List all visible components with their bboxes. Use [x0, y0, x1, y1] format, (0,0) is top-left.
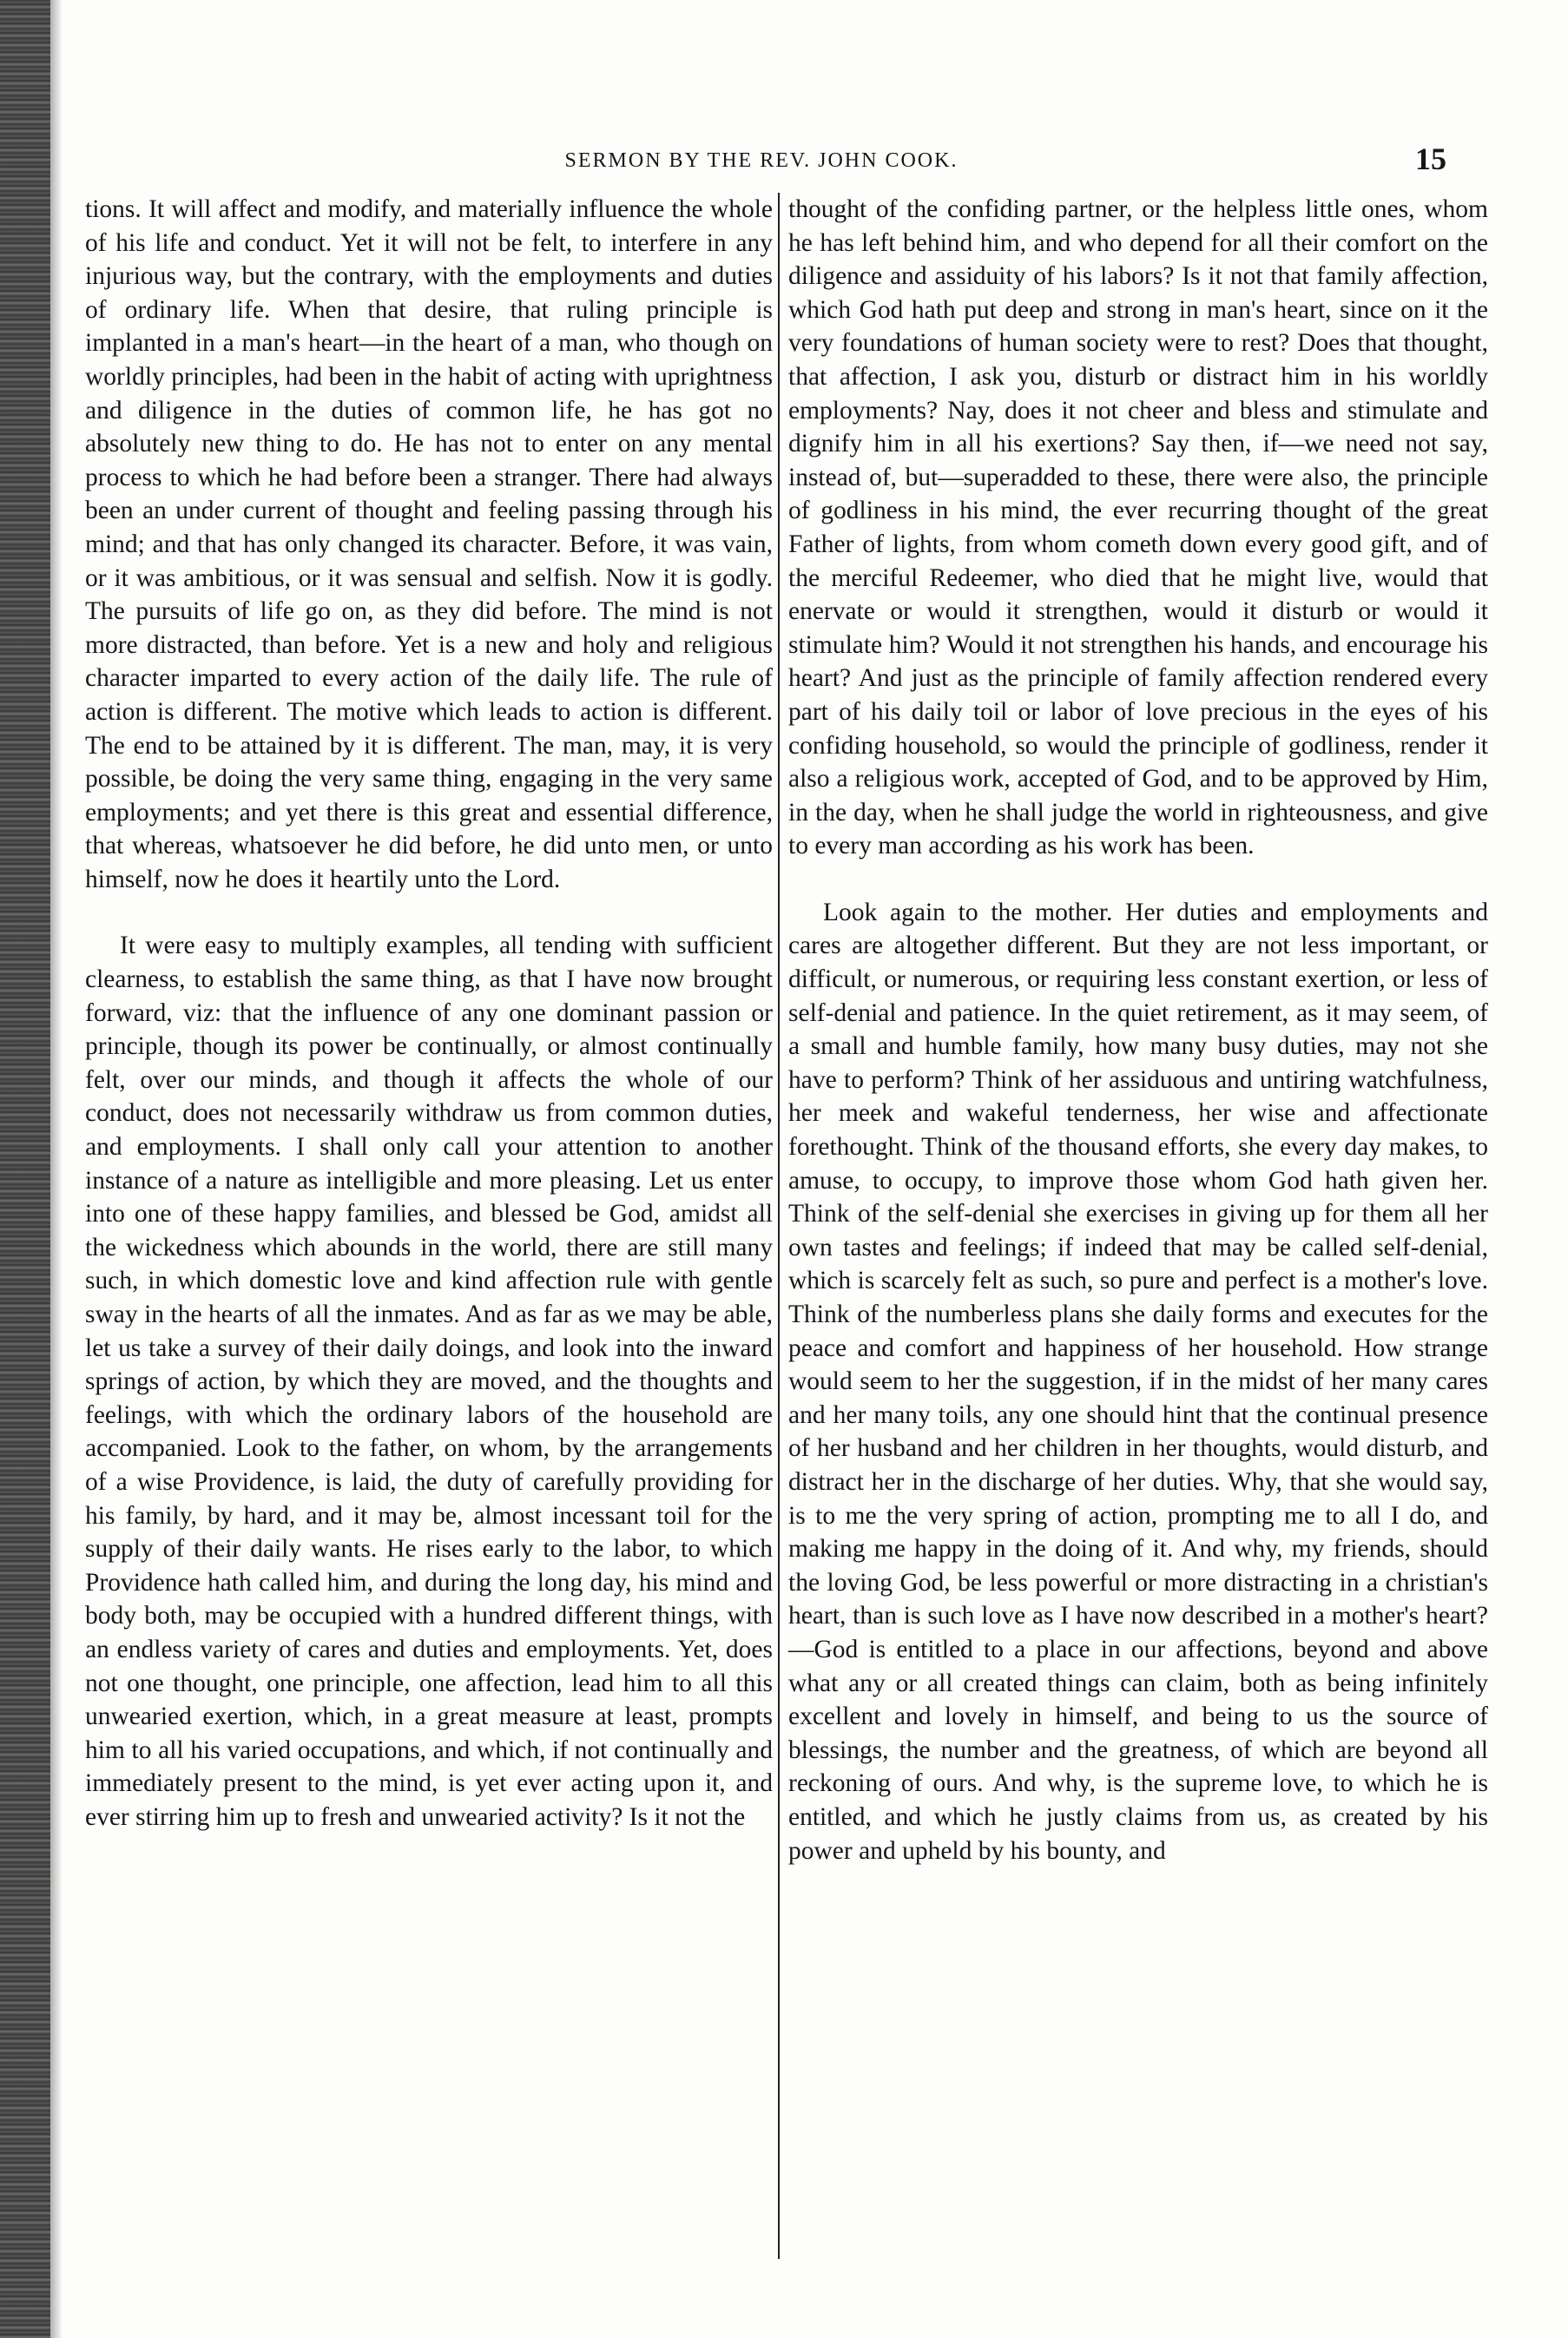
scanned-binding-edge	[0, 0, 50, 2338]
running-head: SERMON BY THE REV. JOHN COOK.	[564, 149, 959, 172]
left-column	[85, 193, 773, 1834]
paragraph: thought of the confiding partner, or the helpless little ones, whom he has left behind him, and who depend for all their comfort on the diligence and assiduity of his labors? Is it not that family affection, which God hath put deep and strong in man's heart, since on it the very foundations of human society were to rest? Does that thought, that affection, I ask you, disturb or distract him in his worldly employments? Nay, does it not cheer and bless and stimulate and dignify him in all his exertions? Say then, if—we need not say, instead of, but—superadded to these, there were also, the principle of godliness in his mind, the ever recurring thought of the great Father of lights, from whom cometh down every good gift, and of the merciful Redeemer, who died that he might live, would that enervate or would it strengthen, would it disturb or would it stimulate him? Would it not strengthen his hands, and encourage his heart? And just as the principle of family affection rendered every part of his daily toil or labor of love precious in the eyes of his confiding household, so would the principle of godliness, render it also a religious work, accepted of God, and to be approved by Him, in the day, when he shall judge the world in righteousness, and give to every man according as his work has been.	[788, 195, 1488, 860]
page-number: 15	[1415, 142, 1446, 176]
column-divider	[778, 193, 780, 2259]
right-column	[788, 193, 1488, 1867]
paragraph: tions. It will affect and modify, and materially influence the whole of his life and conduct. Yet it will not be felt, to interfere in any injurious way, but the contrary, with the employments and duties of ordinary life. When that desire, that ruling principle is implanted in a man's heart—in the heart of a man, who though on worldly principles, had been in the habit of acting with uprightness and diligence in the duties of common life, he has got no absolutely new thing to do. He has not to enter on any mental process to which he had before been a stranger. There had always been an under current of thought and feeling passing through his mind; and that has only changed its character. Before, it was vain, or it was ambitious, or it was sensual and selfish. Now it is godly. The pursuits of life go on, as they did before. The mind is not more distracted, than before. Yet is a new and holy and religious character imparted to every action of the daily life. The rule of action is different. The motive which leads to action is different. The end to be attained by it is different. The man, may, it is very possible, be doing the very same thing, engaging in the very same employments; and yet there is this great and essential difference, that whereas, whatsoever he did before, he did unto men, or unto himself, now he does it heartily unto the Lord.	[85, 195, 773, 893]
paragraph: It were easy to multiply examples, all tending with sufficient clearness, to establish the same thing, as that I have now brought forward, viz: that the influence of any one dominant passion or principle, though its power be continually, or almost continually felt, over our minds, and though it affects the whole of our conduct, does not necessarily withdraw us from common duties, and employments. I shall only call your attention to another instance of a nature as intelligible and more pleasing. Let us enter into one of these happy families, and blessed be God, amidst all the wickedness which abounds in the world, there are still many such, in which domestic love and kind affection rule with gentle sway in the hearts of all the inmates. And as far as we may be able, let us take a survey of their daily doings, and look into the inward springs of action, by which they are moved, and the thoughts and feelings, with which the ordinary labors of the household are accompanied. Look to the father, on whom, by the arrangements of a wise Providence, is laid, the duty of carefully providing for his family, by hard, and it may be, almost incessant toil for the supply of their daily wants. He rises early to the labor, to which Providence hath called him, and during the long day, his mind and body both, may be occupied with a hundred different things, with an endless variety of cares and duties and employments. Yet, does not one thought, one principle, one affection, lead him to all this unwearied exertion, which, in a great measure at least, prompts him to all his varied occupations, and which, if not continually and immediately present to the mind, is yet ever acting upon it, and ever stirring him up to fresh and unwearied activity? Is it not the	[85, 932, 773, 1831]
page-header	[76, 137, 1446, 189]
paragraph: Look again to the mother. Her duties and employments and cares are altogether different. But they are not less important, or difficult, or numerous, or requiring less constant exertion, or less of self-denial and patience. In the quiet retirement, as it may seem, of a small and humble family, how many busy duties, may not she have to perform? Think of her assiduous and untiring watchfulness, her meek and wakeful tenderness, her wise and affectionate forethought. Think of the thousand efforts, she every day makes, to amuse, to occupy, to improve those whom God hath given her. Think of the self-denial she exercises in giving up for them all her own tastes and feelings; if indeed that may be called self-denial, which is scarcely felt as such, so pure and perfect is a mother's love. Think of the numberless plans she daily forms and executes for the peace and comfort and happiness of her household. How strange would seem to her the suggestion, if in the midst of her many cares and her many toils, any one should hint that the continual presence of her husband and her children in her thoughts, would disturb, and distract her in the discharge of her duties. Why, that she would say, is to me the very spring of action, prompting me to all I do, and making me happy in the doing of it. And why, my friends, should the loving God, be less powerful or more distracting in a christian's heart, than is such love as I have now described in a mother's heart?—God is entitled to a place in our affections, beyond and above what any or all created things can claim, both as being infinitely excellent and lovely in himself, and being to us the source of blessings, the number and the greatness, of which are beyond all reckoning of ours. And why, is the supreme love, to which he is entitled, and which he justly claims from us, as created by his power and upheld by his bounty, and	[788, 898, 1488, 1865]
